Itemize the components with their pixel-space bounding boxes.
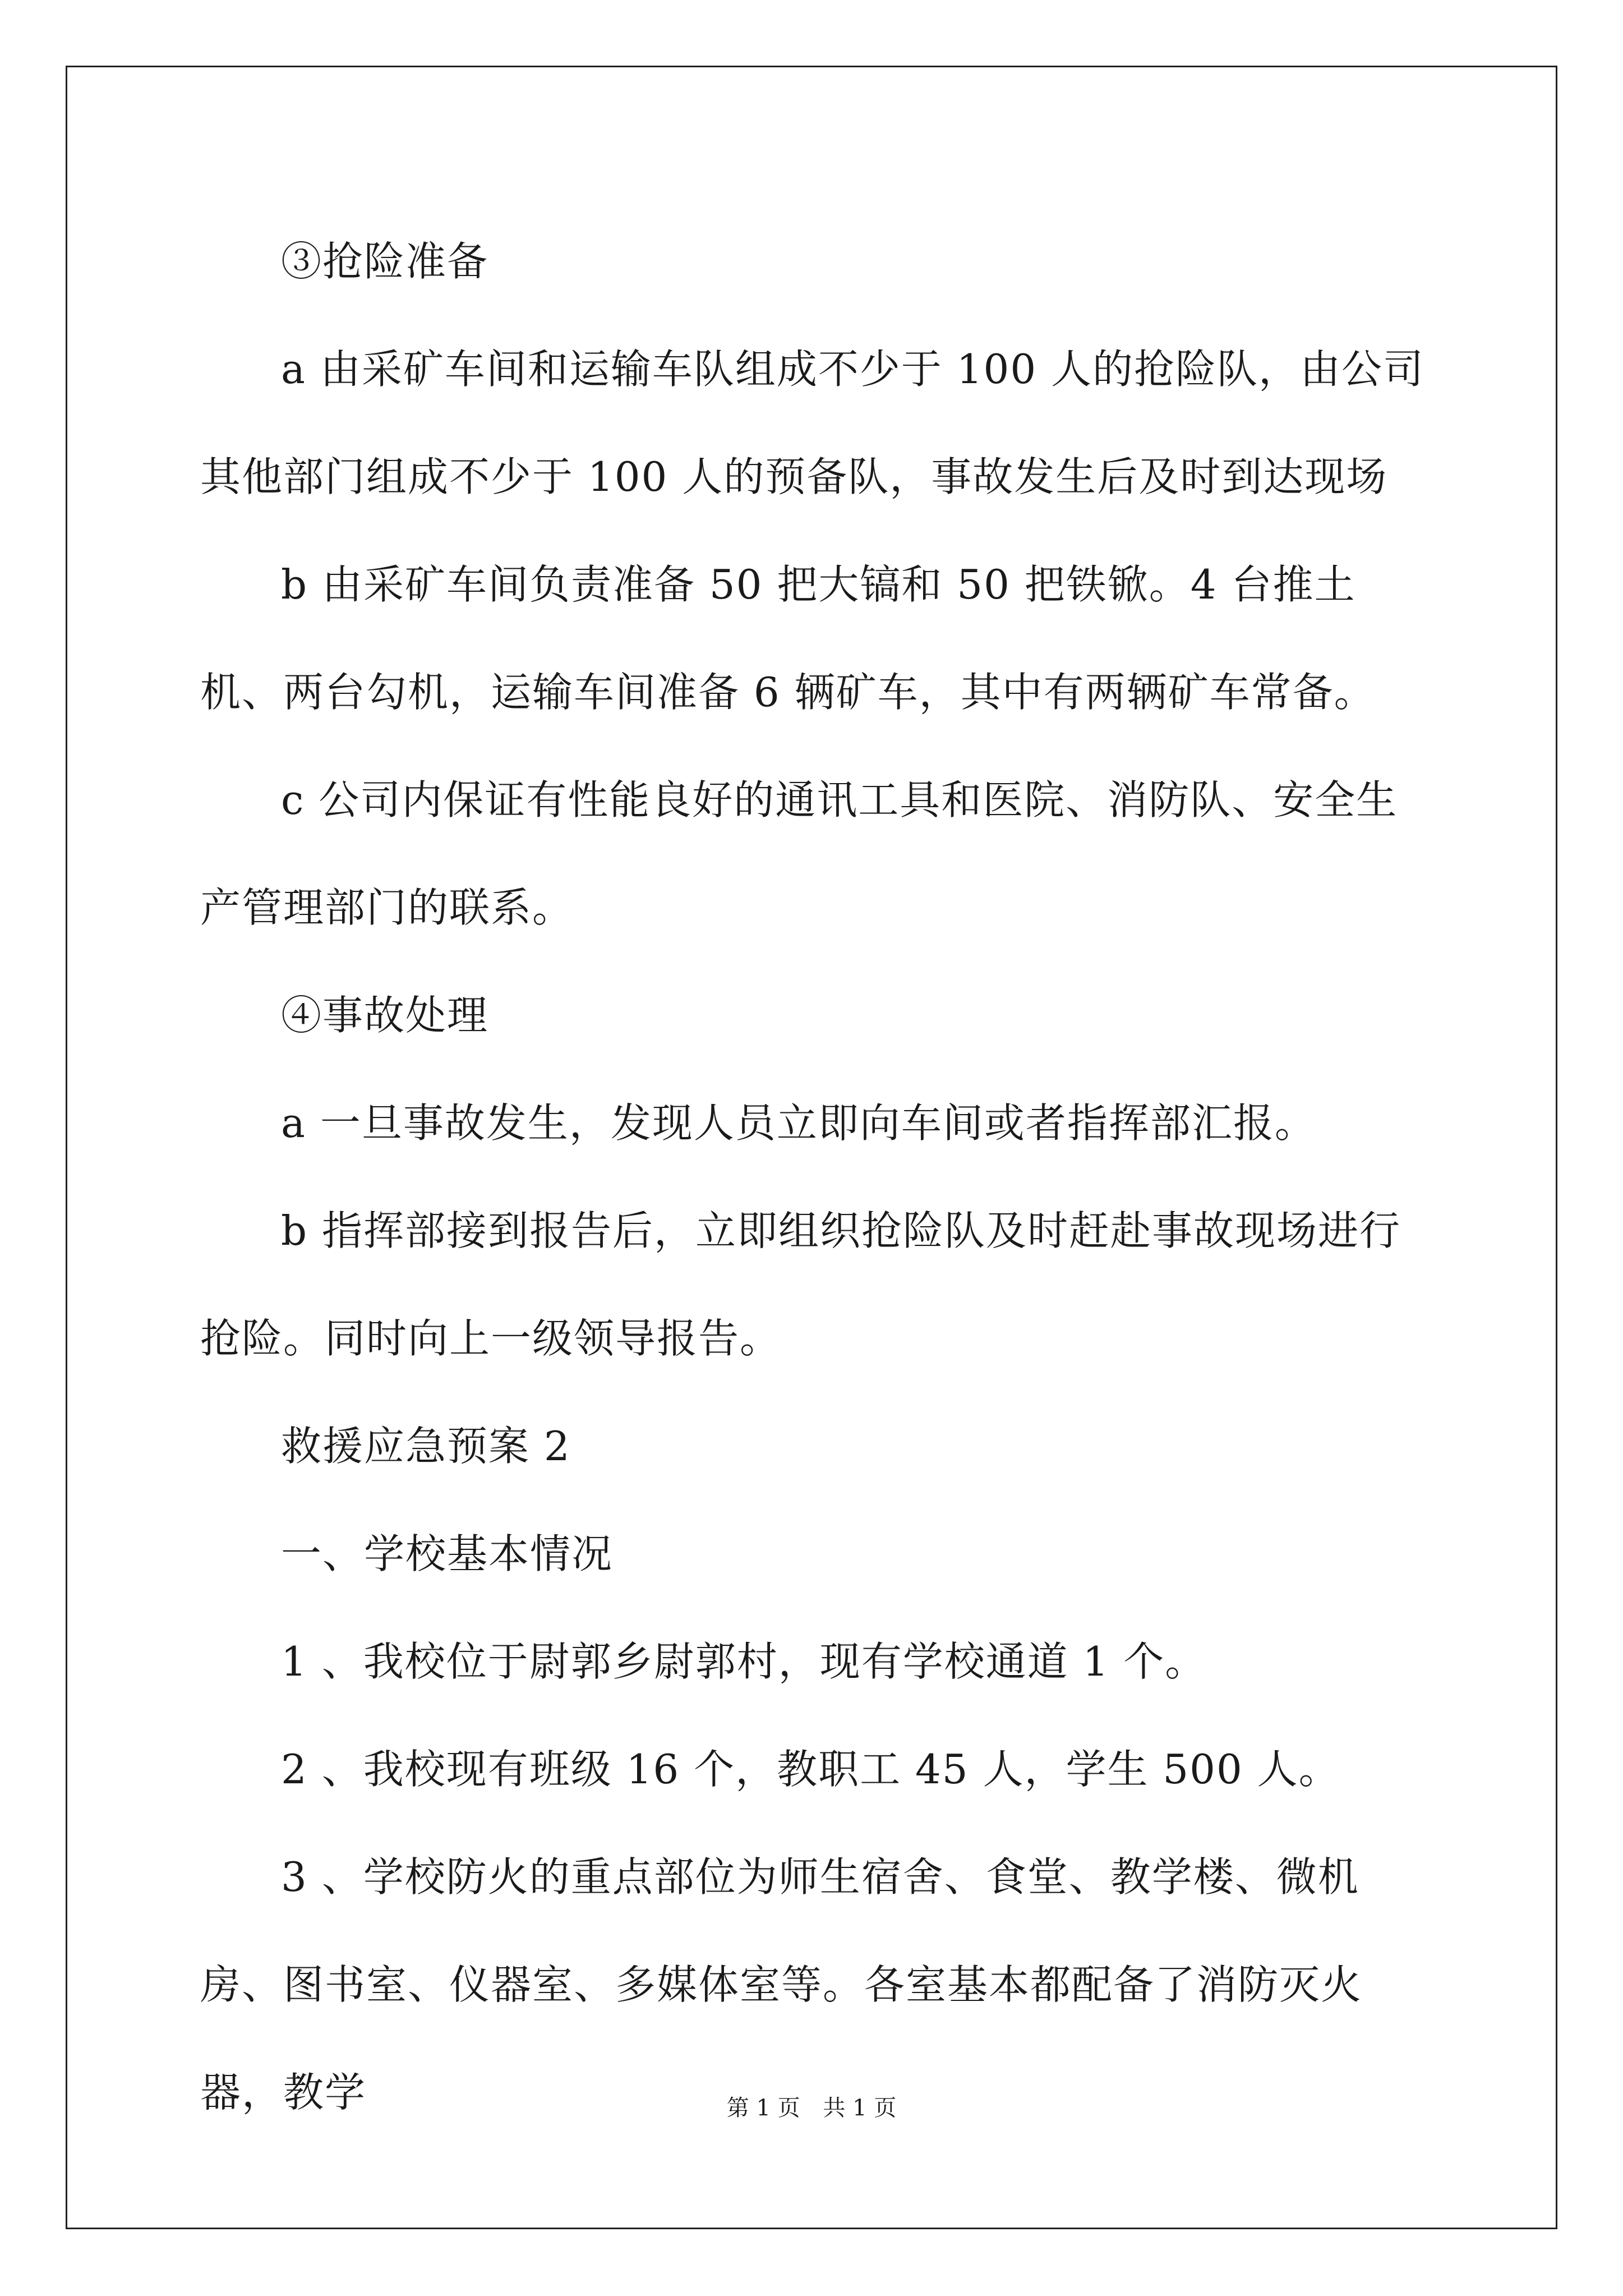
paragraph-communication: c 公司内保证有性能良好的通讯工具和医院、消防队、安全生产管理部门的联系。 bbox=[200, 776, 1398, 931]
page-number: 第 1 页 bbox=[726, 2095, 800, 2121]
paragraph-command-response: b 指挥部接到报告后，立即组织抢险队及时赶赴事故现场进行抢险。同时向上一级领导报告。 bbox=[200, 1207, 1401, 1362]
section-heading-accident-handling: ④事故处理 bbox=[281, 992, 489, 1039]
paragraph-equipment: b 由采矿车间负责准备 50 把大镐和 50 把铁锨。4 台推土机、两台勾机，运输车间准备 6 辆矿车，其中有两辆矿车常备。 bbox=[200, 561, 1376, 716]
section-title-plan-2: 救援应急预案 2 bbox=[281, 1423, 571, 1470]
section-heading-rescue-preparation: ③抢险准备 bbox=[281, 238, 489, 285]
paragraph-rescue-team: a 由采矿车间和运输车队组成不少于 100 人的抢险队，由公司其他部门组成不少于 100 人的预备队，事故发生后及时到达现场 bbox=[200, 346, 1425, 500]
paragraph-report-accident: a 一旦事故发生，发现人员立即向车间或者指挥部汇报。 bbox=[281, 1099, 1316, 1147]
document-body bbox=[200, 208, 1428, 2146]
page-total: 共 1 页 bbox=[823, 2095, 897, 2121]
section-heading-school-info: 一、学校基本情况 bbox=[281, 1530, 614, 1577]
list-item-fire-prevention: 3 、学校防火的重点部位为师生宿舍、食堂、教学楼、微机房、图书室、仪器室、多媒体室等。各室基本都配备了消防灭火器，教学 bbox=[200, 1853, 1363, 2116]
list-item-school-location: 1 、我校位于尉郭乡尉郭村，现有学校通道 1 个。 bbox=[281, 1638, 1207, 1685]
page-footer bbox=[0, 2091, 1623, 2125]
list-item-school-size: 2 、我校现有班级 16 个，教职工 45 人，学生 500 人。 bbox=[281, 1746, 1340, 1793]
